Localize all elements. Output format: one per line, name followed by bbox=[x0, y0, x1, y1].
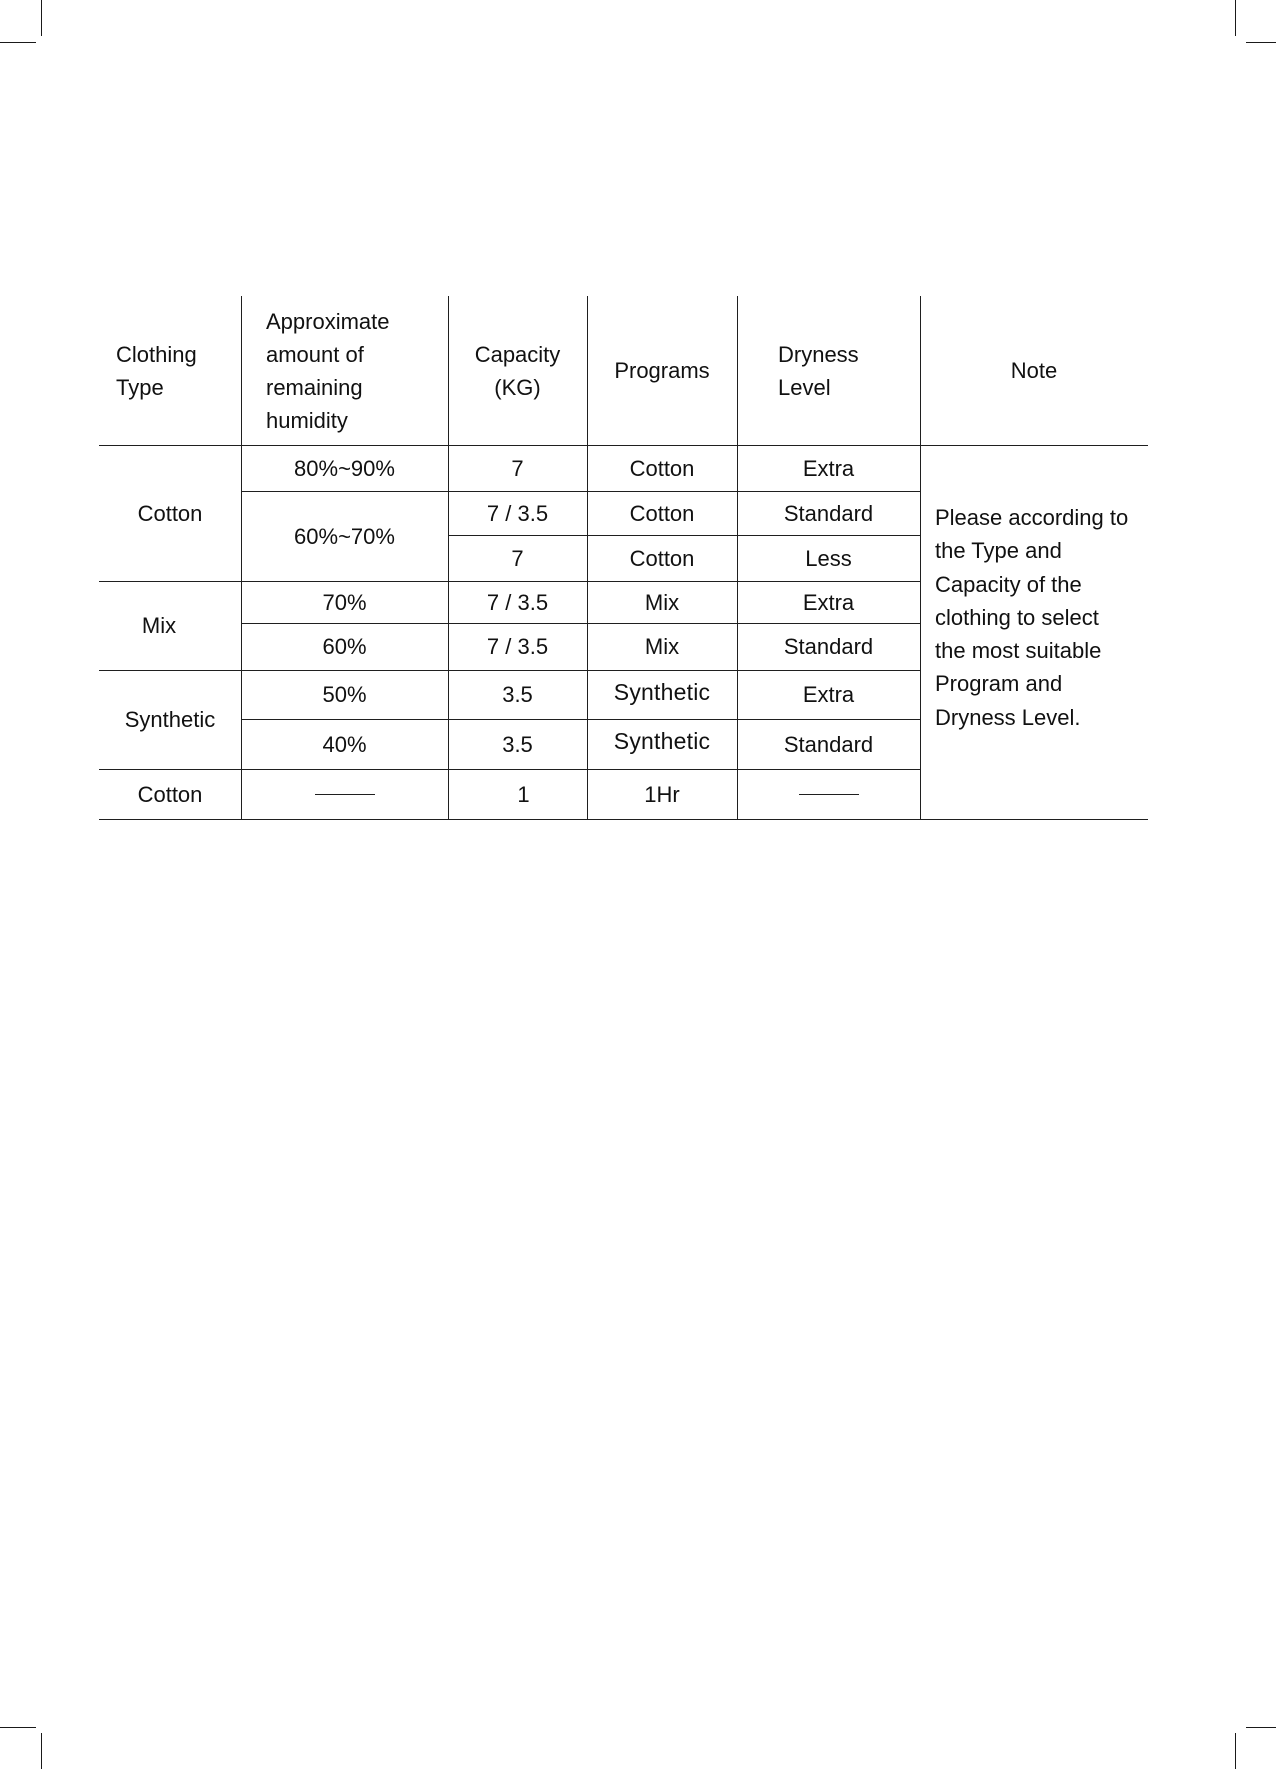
clothing-type-cell: Synthetic bbox=[124, 707, 216, 732]
dryness-cell: Standard bbox=[783, 500, 874, 526]
humidity-cell: 80%~90% bbox=[294, 455, 395, 481]
dash-mark bbox=[315, 794, 375, 795]
header-note: Note bbox=[1010, 358, 1058, 383]
capacity-cell: 3.5 bbox=[502, 731, 533, 757]
clothing-type-cell: Cotton bbox=[137, 500, 203, 526]
capacity-cell: 7 / 3.5 bbox=[486, 589, 549, 615]
drying-program-table bbox=[99, 296, 1148, 820]
program-cell: Mix bbox=[644, 589, 680, 615]
capacity-cell: 7 bbox=[511, 545, 524, 571]
program-cell: Cotton bbox=[629, 500, 695, 526]
humidity-cell-empty bbox=[241, 769, 448, 819]
note-cell: Please according to the Type and Capacity of the clothing to select the most suitable Program and Dryness Level. bbox=[935, 505, 1129, 730]
dryness-cell: Standard bbox=[783, 731, 874, 757]
crop-mark bbox=[41, 1733, 42, 1769]
humidity-cell: 40% bbox=[322, 731, 367, 757]
header-capacity: Capacity (KG) bbox=[474, 341, 561, 400]
program-cell: Mix bbox=[644, 634, 680, 659]
capacity-cell: 7 / 3.5 bbox=[486, 500, 549, 526]
crop-mark bbox=[1246, 42, 1276, 43]
dryness-cell: Extra bbox=[802, 682, 855, 707]
program-cell: Synthetic bbox=[613, 678, 711, 705]
table-rule bbox=[99, 819, 1148, 820]
program-cell: 1Hr bbox=[644, 781, 680, 807]
header-dryness-level: Dryness Level bbox=[778, 341, 859, 400]
dryness-cell: Extra bbox=[802, 455, 855, 481]
crop-mark bbox=[1235, 1733, 1236, 1769]
crop-mark bbox=[0, 1727, 36, 1728]
capacity-cell: 1 bbox=[517, 781, 530, 807]
crop-mark bbox=[0, 42, 36, 43]
crop-mark bbox=[41, 0, 42, 36]
crop-mark bbox=[1246, 1727, 1276, 1728]
crop-mark bbox=[1235, 0, 1236, 36]
humidity-cell: 60%~70% bbox=[294, 523, 395, 549]
capacity-cell: 3.5 bbox=[502, 682, 533, 707]
clothing-type-cell: Mix bbox=[141, 613, 177, 638]
program-cell: Cotton bbox=[629, 455, 695, 481]
header-humidity: Approximate amount of remaining humidity bbox=[266, 308, 390, 433]
capacity-cell: 7 / 3.5 bbox=[486, 634, 549, 659]
dryness-cell: Standard bbox=[783, 634, 874, 659]
humidity-cell: 70% bbox=[322, 589, 367, 615]
dryness-cell-empty bbox=[737, 769, 920, 819]
header-programs: Programs bbox=[614, 358, 710, 383]
dryness-cell: Less bbox=[805, 545, 852, 571]
program-cell: Cotton bbox=[629, 545, 695, 571]
program-cell: Synthetic bbox=[613, 727, 711, 754]
capacity-cell: 7 bbox=[511, 455, 524, 481]
dash-mark bbox=[799, 794, 859, 795]
clothing-type-cell: Cotton bbox=[137, 781, 203, 807]
humidity-cell: 60% bbox=[322, 634, 367, 659]
header-clothing-type: Clothing Type bbox=[116, 341, 197, 400]
humidity-cell: 50% bbox=[322, 682, 367, 707]
dryness-cell: Extra bbox=[802, 589, 855, 615]
